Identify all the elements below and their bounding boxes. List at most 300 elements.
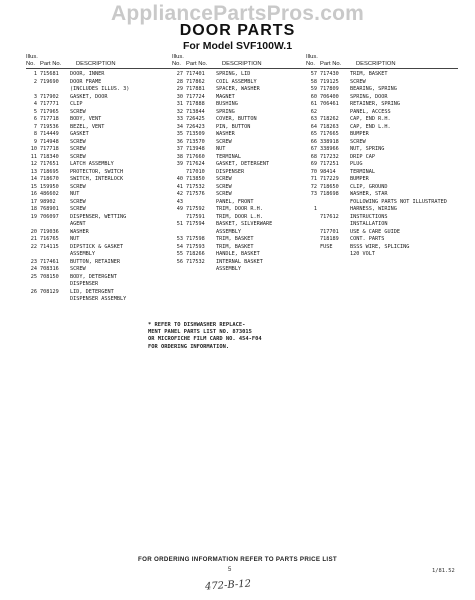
part-description: DRIP CAP	[350, 153, 375, 160]
part-description: SCREW	[350, 78, 366, 85]
illus-number: 40	[176, 176, 183, 183]
parts-row	[172, 236, 308, 244]
part-number: 717010	[186, 168, 205, 175]
parts-row	[172, 206, 308, 214]
date-code: 1/81.52	[432, 568, 455, 574]
parts-row	[306, 251, 458, 259]
illus-number	[172, 169, 186, 177]
part-number: 717888	[186, 101, 205, 108]
illus-number: 26	[30, 288, 37, 295]
part-number: 718263	[320, 123, 339, 130]
parts-row	[26, 296, 174, 304]
part-number: 718650	[320, 183, 339, 190]
illus-number: 12	[30, 161, 37, 168]
part-number: 717532	[186, 258, 205, 265]
parts-row	[172, 229, 308, 237]
part-description: DISPENSER	[70, 281, 99, 288]
illus-number: 53	[176, 236, 183, 243]
part-number: 716765	[40, 236, 59, 243]
part-number: 717724	[186, 93, 205, 100]
illus-number: 6	[33, 116, 37, 123]
part-description: NUT	[70, 236, 80, 243]
part-number: 717592	[186, 206, 205, 213]
parts-row	[306, 169, 458, 177]
part-number	[40, 86, 70, 94]
parts-row	[172, 244, 308, 252]
parts-row	[172, 161, 308, 169]
illus-number: 7	[33, 123, 37, 130]
part-description: SPACER, WASHER	[216, 86, 260, 93]
part-description: DOOR, INNER	[70, 71, 105, 78]
illus-number: 54	[176, 243, 183, 250]
part-description: AGENT	[70, 221, 86, 228]
part-number: 338918	[320, 138, 339, 145]
parts-row	[306, 124, 458, 132]
parts-row	[26, 289, 174, 297]
part-number: 715681	[40, 71, 59, 78]
part-number	[320, 221, 350, 229]
parts-row	[26, 71, 174, 79]
part-description: TRIM, BASKET	[350, 71, 388, 78]
part-description: INSTALLATION	[350, 221, 388, 228]
part-number: 717809	[320, 86, 339, 93]
illus-number: 4	[33, 101, 37, 108]
illus-number: 21	[30, 236, 37, 243]
part-number: 706461	[320, 101, 339, 108]
parts-row	[172, 139, 308, 147]
part-description: 120 VOLT	[350, 251, 375, 258]
part-number	[186, 199, 216, 207]
part-number: 717430	[320, 71, 339, 78]
part-description: SPRING, LID	[216, 71, 251, 78]
illus-number: 5	[33, 108, 37, 115]
part-number	[40, 296, 70, 304]
column-header	[172, 54, 308, 69]
part-number	[40, 281, 70, 289]
part-description: FOLLOWING PARTS NOT ILLUSTRATED	[350, 198, 447, 205]
part-description: LID, DETERGENT	[70, 288, 114, 295]
part-number: 719690	[40, 78, 59, 85]
illus-number: 20	[30, 228, 37, 235]
part-number: 717718	[40, 116, 59, 123]
part-number: 717612	[320, 213, 339, 220]
part-number: 713570	[186, 138, 205, 145]
parts-row	[306, 71, 458, 79]
parts-row	[26, 266, 174, 274]
illus-number: 59	[310, 86, 317, 93]
part-number: 717771	[40, 101, 59, 108]
part-number: 98902	[40, 198, 56, 205]
parts-row	[26, 221, 174, 229]
part-number: 717862	[186, 78, 205, 85]
parts-row	[172, 176, 308, 184]
illus-number: 9	[33, 138, 37, 145]
page-title: DOOR PARTS	[179, 22, 296, 39]
illus-number: 19	[30, 213, 37, 220]
illus-number: 57	[310, 71, 317, 78]
part-number	[320, 109, 350, 117]
parts-row	[26, 146, 174, 154]
parts-row	[306, 206, 458, 214]
illus-number	[26, 281, 40, 289]
part-description: PLUG	[350, 161, 363, 168]
part-description: CLIP	[70, 101, 83, 108]
parts-row	[306, 214, 458, 222]
illus-number	[306, 229, 320, 237]
part-number: 717576	[186, 191, 205, 198]
part-number: 719125	[320, 78, 339, 85]
illus-number	[172, 266, 186, 274]
illus-number: 13	[30, 168, 37, 175]
part-description: SCREW	[70, 198, 86, 205]
illus-number: 27	[176, 71, 183, 78]
part-number: 717665	[320, 131, 339, 138]
part-number: 719036	[40, 228, 59, 235]
parts-row	[306, 191, 458, 199]
part-number: 714115	[40, 243, 59, 250]
part-description: GASKET, DOOR	[70, 93, 108, 100]
part-number: 717594	[186, 221, 205, 228]
parts-row	[172, 131, 308, 139]
illus-number: 16	[30, 191, 37, 198]
part-number: 719536	[40, 123, 59, 130]
parts-row	[306, 161, 458, 169]
illus-number: 22	[30, 243, 37, 250]
parts-row	[172, 214, 308, 222]
refer-note-line: MENT PANEL PARTS LIST NO. 873015	[148, 329, 252, 336]
illus-number: 41	[176, 183, 183, 190]
part-number: 706400	[320, 93, 339, 100]
parts-row	[306, 79, 458, 87]
parts-row	[172, 259, 308, 267]
part-description: COIL ASSEMBLY	[216, 78, 257, 85]
parts-column-2	[172, 54, 308, 274]
illus-number: 55	[176, 251, 183, 258]
part-description: INSTRUCTIONS	[350, 213, 388, 220]
parts-row	[172, 94, 308, 102]
illus-number: 17	[30, 198, 37, 205]
part-description: SCREW	[70, 138, 86, 145]
part-description: CONT. PARTS	[350, 236, 385, 243]
part-number: 713844	[186, 108, 205, 115]
illus-number: 35	[176, 131, 183, 138]
description-header: DESCRIPTION	[222, 60, 262, 67]
parts-row	[26, 244, 174, 252]
parts-row	[26, 86, 174, 94]
part-number: FUSE	[320, 243, 333, 250]
parts-row	[306, 146, 458, 154]
part-description: BUSHING	[216, 101, 238, 108]
parts-row	[172, 266, 308, 274]
illus-number: 42	[176, 191, 183, 198]
parts-row	[172, 71, 308, 79]
parts-row	[172, 109, 308, 117]
part-number	[186, 229, 216, 237]
parts-row	[26, 169, 174, 177]
illus-number: 67	[310, 146, 317, 153]
part-number: 768901	[40, 206, 59, 213]
part-description: ASSEMBLY	[216, 266, 241, 273]
part-number	[320, 251, 350, 259]
illus-number: 8	[33, 131, 37, 138]
part-description: DISPENSER ASSEMBLY	[70, 296, 127, 303]
illus-number	[26, 296, 40, 304]
parts-column-3	[306, 54, 458, 259]
illus-number: 29	[176, 86, 183, 93]
illus-number: 64	[310, 123, 317, 130]
part-description: SCREW	[70, 153, 86, 160]
parts-row	[306, 221, 458, 229]
parts-row	[26, 214, 174, 222]
parts-row	[26, 229, 174, 237]
part-description: RETAINER, SPRING	[350, 101, 400, 108]
illus-number: 1	[313, 206, 317, 213]
part-number: 718266	[186, 251, 205, 258]
part-number: 338966	[320, 146, 339, 153]
illus-number	[306, 221, 320, 229]
refer-note-line: OR MICROFICHE FILM CARD NO. 454-F04	[148, 336, 262, 343]
illus-number: 60	[310, 93, 317, 100]
part-number	[320, 206, 350, 214]
page-number: 5	[228, 567, 232, 573]
part-description: BASKET, SILVERWARE	[216, 221, 273, 228]
parts-row	[172, 184, 308, 192]
part-description: SPRING	[216, 108, 235, 115]
part-description: SWITCH, INTERLOCK	[70, 176, 124, 183]
parts-row	[306, 131, 458, 139]
illus-number	[306, 236, 320, 244]
illus-number: 32	[176, 108, 183, 115]
parts-row	[172, 124, 308, 132]
refer-note-line: FOR ORDERING INFORMATION.	[148, 343, 230, 350]
parts-row	[26, 191, 174, 199]
illus-number: 25	[30, 273, 37, 280]
part-description: TERMINAL	[350, 168, 375, 175]
part-description: TRIM, BASKET	[216, 236, 254, 243]
parts-row	[172, 169, 308, 177]
part-description: DOOR FRAME	[70, 78, 102, 85]
illus-number	[306, 244, 320, 252]
part-number: 717902	[40, 93, 59, 100]
parts-row	[26, 251, 174, 259]
parts-row	[172, 146, 308, 154]
illus-number: 70	[310, 168, 317, 175]
parts-row	[172, 191, 308, 199]
part-description: BSSS WIRE, SPLICING	[350, 243, 410, 250]
parts-row	[172, 154, 308, 162]
parts-row	[26, 176, 174, 184]
part-number: 486602	[40, 191, 59, 198]
illus-number: 34	[176, 123, 183, 130]
illus-number: 10	[30, 146, 37, 153]
part-number: 717598	[186, 236, 205, 243]
illus-number	[26, 221, 40, 229]
part-description: SCREW	[216, 176, 232, 183]
part-description: WASHER	[70, 228, 89, 235]
part-description: TRIM, BASKET	[216, 243, 254, 250]
parts-row	[26, 259, 174, 267]
illus-header: Illus. No.	[306, 54, 318, 67]
part-description: WASHER	[216, 131, 235, 138]
parts-row	[306, 116, 458, 124]
illus-number: 2	[33, 78, 37, 85]
illus-number: 11	[30, 153, 37, 160]
part-description: SCREW	[70, 266, 86, 273]
parts-row	[172, 116, 308, 124]
illus-number: 72	[310, 183, 317, 190]
part-number: 717232	[320, 153, 339, 160]
illus-number: 63	[310, 116, 317, 123]
part-description: ASSEMBLY	[216, 228, 241, 235]
page-subtitle: For Model SVF100W.1	[182, 40, 293, 52]
part-description: BUMPER	[350, 176, 369, 183]
parts-row	[26, 281, 174, 289]
illus-number	[306, 214, 320, 222]
part-number: 717624	[186, 161, 205, 168]
part-description: PROTECTOR, SWITCH	[70, 168, 124, 175]
illus-number: 14	[30, 176, 37, 183]
column-header	[26, 54, 174, 69]
part-header: Part No.	[186, 60, 208, 67]
illus-number: 36	[176, 138, 183, 145]
parts-row	[26, 184, 174, 192]
parts-row	[26, 139, 174, 147]
part-description: INTERNAL BASKET	[216, 258, 263, 265]
part-number	[186, 266, 216, 274]
parts-row	[26, 124, 174, 132]
parts-row	[172, 101, 308, 109]
parts-row	[306, 154, 458, 162]
part-number: 717229	[320, 176, 339, 183]
illus-number: 71	[310, 176, 317, 183]
illus-number: 39	[176, 161, 183, 168]
parts-row	[306, 184, 458, 192]
part-number	[40, 221, 70, 229]
illus-number: 38	[176, 153, 183, 160]
part-description: PANEL, ACCESS	[350, 108, 391, 115]
part-number: 717651	[40, 161, 59, 168]
part-description: MAGNET	[216, 93, 235, 100]
illus-number: 15	[30, 183, 37, 190]
part-description: USE & CARE GUIDE	[350, 228, 400, 235]
part-description: DISPENSER, WETTING	[70, 213, 127, 220]
parts-row	[26, 109, 174, 117]
part-number: 717718	[40, 146, 59, 153]
illus-number: 33	[176, 116, 183, 123]
part-description: CAP, END R.H.	[350, 116, 391, 123]
illus-number: 18	[30, 206, 37, 213]
parts-row	[306, 109, 458, 117]
parts-column-1	[26, 54, 174, 304]
part-number: 714948	[40, 138, 59, 145]
illus-number: 58	[310, 78, 317, 85]
part-number: 713948	[186, 146, 205, 153]
part-header: Part No.	[40, 60, 62, 67]
illus-number: 61	[310, 101, 317, 108]
part-number: 717251	[320, 161, 339, 168]
parts-row	[26, 131, 174, 139]
part-number: 717401	[186, 71, 205, 78]
illus-number: 51	[176, 221, 183, 228]
illus-number: 37	[176, 146, 183, 153]
illus-number: 1	[33, 71, 37, 78]
part-description: PIN, BUTTON	[216, 123, 251, 130]
illus-number: 62	[310, 108, 317, 115]
parts-row	[26, 94, 174, 102]
part-description: PANEL, FRONT	[216, 198, 254, 205]
illus-number	[172, 214, 186, 222]
description-header: DESCRIPTION	[76, 60, 116, 67]
parts-row	[306, 229, 458, 237]
part-description: NUT	[70, 191, 80, 198]
part-number: 726423	[186, 123, 205, 130]
illus-number	[306, 251, 320, 259]
part-number: 726425	[186, 116, 205, 123]
part-number: 98414	[320, 168, 336, 175]
part-description: BODY, VENT	[70, 116, 102, 123]
part-number	[320, 199, 350, 207]
illus-number: 43	[176, 198, 183, 205]
parts-row	[172, 79, 308, 87]
description-header: DESCRIPTION	[356, 60, 396, 67]
parts-row	[26, 154, 174, 162]
part-description: SCREW	[70, 146, 86, 153]
part-number: 718695	[40, 168, 59, 175]
part-description: BEZEL, VENT	[70, 123, 105, 130]
illus-number: 68	[310, 153, 317, 160]
parts-row	[26, 236, 174, 244]
illus-number	[172, 229, 186, 237]
parts-row	[26, 101, 174, 109]
parts-row	[306, 236, 458, 244]
illus-number: 3	[33, 93, 37, 100]
part-description: TRIM, DOOR R.H.	[216, 206, 263, 213]
illus-number: 69	[310, 161, 317, 168]
part-number: 718670	[40, 176, 59, 183]
part-description: CLIP, GROUND	[350, 183, 388, 190]
parts-row	[26, 161, 174, 169]
ordering-footer-note: FOR ORDERING INFORMATION REFER TO PARTS PRICE LIST	[138, 556, 337, 563]
part-description: BEARING, SPRING	[350, 86, 397, 93]
part-description: TRIM, DOOR L.H.	[216, 213, 263, 220]
part-number: 714449	[40, 131, 59, 138]
part-number: 717965	[40, 108, 59, 115]
part-number: 713509	[186, 131, 205, 138]
part-number: 717660	[186, 153, 205, 160]
parts-row	[306, 139, 458, 147]
part-description: SCREW	[70, 183, 86, 190]
part-description: SCREW	[350, 138, 366, 145]
part-description: NUT	[216, 146, 226, 153]
part-number: 708150	[40, 273, 59, 280]
illus-number: 66	[310, 138, 317, 145]
part-description: HANDLE, BASKET	[216, 251, 260, 258]
watermark: AppliancePartsPros.com	[111, 2, 364, 25]
illus-number	[306, 199, 320, 207]
illus-header: Illus. No.	[26, 54, 38, 67]
illus-number: 73	[310, 191, 317, 198]
part-description: NUT, SPRING	[350, 146, 385, 153]
part-description: SCREW	[216, 183, 232, 190]
part-description: GASKET, DETERGENT	[216, 161, 270, 168]
part-number: 708129	[40, 288, 59, 295]
parts-row	[306, 86, 458, 94]
part-number: 159950	[40, 183, 59, 190]
part-description: LATCH ASSEMBLY	[70, 161, 114, 168]
parts-row	[172, 199, 308, 207]
parts-row	[26, 116, 174, 124]
illus-number: 30	[176, 93, 183, 100]
